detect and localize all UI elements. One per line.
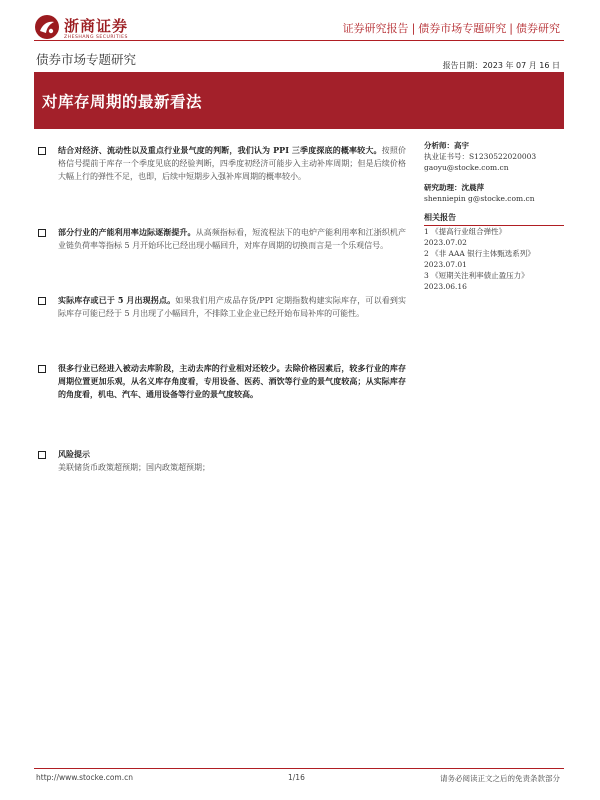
spacer [424,173,564,182]
checkbox-square-icon [38,451,46,459]
bullet-body: 按照价格信号提前于库存一个季度见底的经验判断，四季度初经济可能步入主动补库周期；但是后续价格大幅上行的弹性不足，也即，后续中短期步入强补库周期的概率较小。 [58,146,406,181]
license-line [424,151,564,162]
header-divider [34,40,564,41]
related-report-date: 2023.06.16 [424,282,467,291]
bullet-text [58,226,406,252]
footer-divider [34,768,564,769]
header-category: 债券市场专题研究 [418,22,507,35]
assistant-name: 沈晨萍 [461,183,484,192]
bullet-text [58,362,406,401]
bullet-body: 如果我们用产成品存货/PPI 定期指数构建实际库存，可以看到实际库存可能已经于 5 月出现了小幅回升，不排除工业企业已经开始布局补库的可能性。 [58,296,406,318]
bullet-heading: 很多行业已经进入被动去库阶段，主动去库的行业相对还较少。去除价格因素后，较多行业的库存周期位置更加乐观，从名义库存角度看，专用设备、医药、酒饮等行业的景气度较高；从实际库存的角度看，机电、汽车、通用设备等行业的景气度较高。 [58,363,406,399]
related-report-date: 2023.07.02 [424,238,467,247]
related-report-title: 《短期关注利率债止盈压力》 [431,271,529,280]
analyst-line [424,140,564,151]
footer-url[interactable]: http://www.stocke.com.cn [36,773,133,782]
header-categories [343,20,560,36]
assistant-email: shenniepin g@stocke.com.cn [424,194,535,203]
related-report-title: 《提高行业组合弹性》 [431,227,507,236]
header-separator: | [411,22,416,35]
related-report-number: 2 [424,249,429,258]
analyst-name: 高宇 [454,141,469,150]
report-title: 对库存周期的最新看法 [42,92,203,111]
license-number: S1230522020003 [469,152,537,161]
checkbox-square-icon [38,229,46,237]
report-date [443,60,560,71]
assistant-label: 研究助理： [424,183,462,192]
assistant-line [424,182,564,193]
sidebar [424,140,564,292]
report-series: 债券市场专题研究 [36,52,137,67]
bullet-heading: 实际库存或已于 5 月出现拐点。 [58,295,176,305]
brand-logo [34,12,144,48]
checkbox-square-icon [38,365,46,373]
bullet-text [58,448,406,474]
bullet-text [58,294,406,320]
brand-name: 浙商证券 [64,17,129,35]
bullet-body: 从高频指标看，短流程法下的电炉产能利用率和江浙织机产业链负荷率等指标 5 月开始环比已经出现小幅回升，对库存周期的切换而言是一个乐观信号。 [58,228,407,250]
bullet-heading: 结合对经济、流动性以及重点行业景气度的判断，我们认为 PPI 三季度探底的概率较大。 [58,145,382,155]
related-report-title: 《非 AAA 银行主体甄选系列》 [431,249,535,258]
related-report [424,226,564,237]
page-number: 1/16 [288,773,305,782]
related-report [424,270,564,281]
related-report-number: 3 [424,271,429,280]
brand-mark-icon [34,14,60,40]
header-category: 证券研究报告 [342,22,409,35]
footer-disclaimer: 请务必阅读正文之后的免责条款部分 [440,774,560,783]
bullet-heading: 部分行业的产能利用率边际逐渐提升。 [58,227,196,237]
bullet-text [58,144,406,183]
analyst-label: 分析师： [424,141,454,150]
header-category: 债券研究 [516,22,560,35]
checkbox-square-icon [38,297,46,305]
brand-name-en: ZHESHANG SECURITIES [64,35,128,40]
bullet-body: 美联储货币政策超预期；国内政策超预期； [58,463,210,472]
related-reports-title: 相关报告 [424,212,564,226]
checkbox-square-icon [38,147,46,155]
related-report-number: 1 [424,227,429,236]
bullet-heading: 风险提示 [58,449,90,459]
report-date-label: 报告日期： [442,61,483,70]
license-label: 执业证书号： [424,152,469,161]
title-banner [34,72,564,129]
report-date-value: 2023 年 07 月 16 日 [482,61,560,70]
header-separator: | [509,22,513,35]
related-report-date: 2023.07.01 [424,260,467,269]
analyst-email: gaoyu@stocke.com.cn [424,163,509,172]
related-report [424,248,564,270]
